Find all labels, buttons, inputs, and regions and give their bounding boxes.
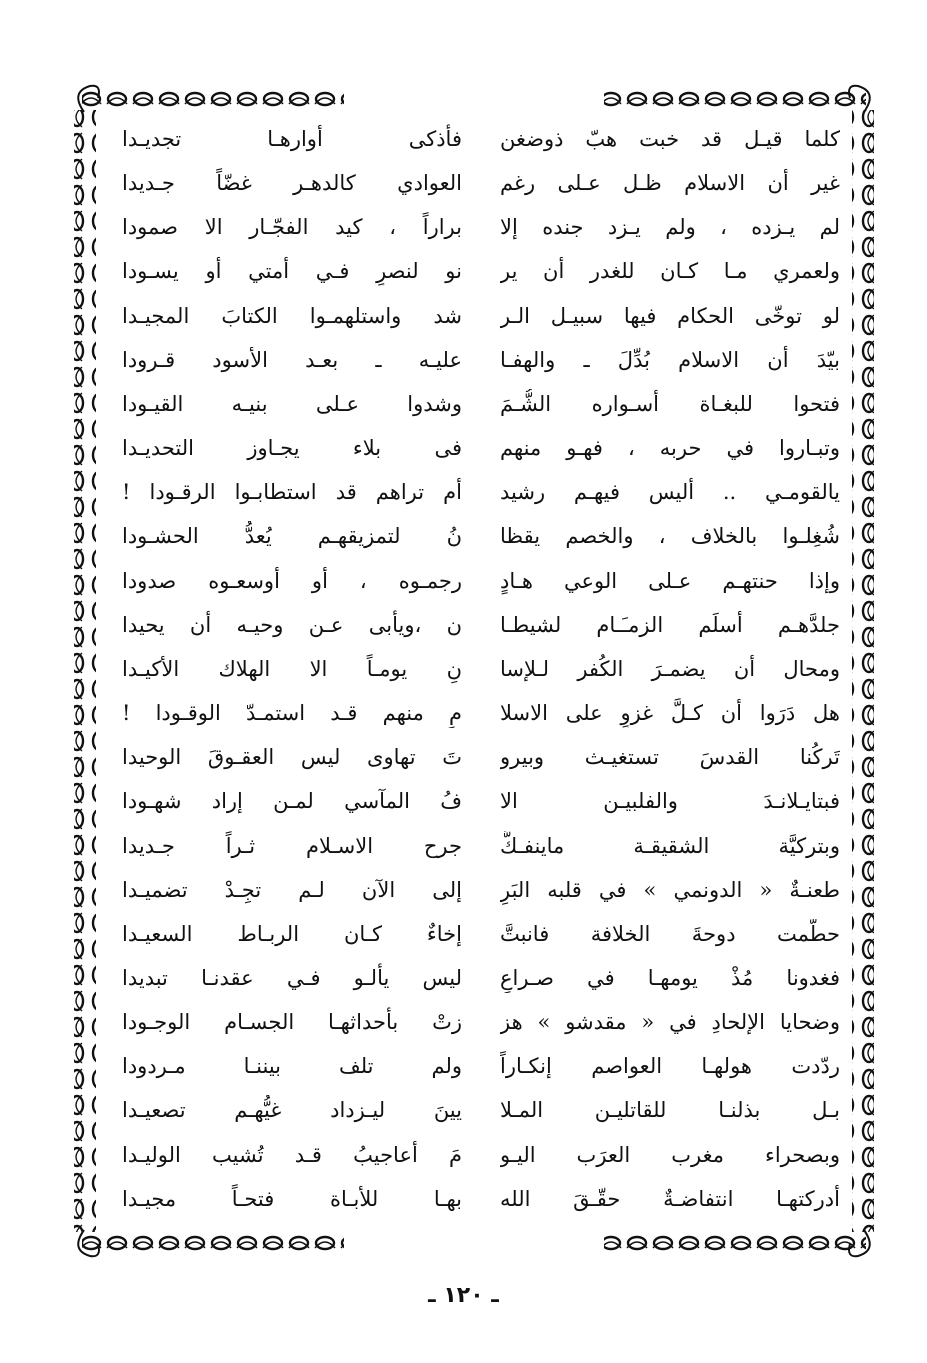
- poem-line: كلما قيـل قد خبت هبّ ذوضغن: [500, 127, 840, 151]
- poem-line: فتحوا للبغـاة أسـواره الشُّـمَ: [500, 391, 840, 416]
- poem-line: وبتركيَّة الشقيقـة ماينفـكُّ: [500, 833, 840, 858]
- right-chain: [852, 110, 874, 1232]
- poem-line: العوادي كالدهـر غضّاً جـديدا: [122, 171, 462, 196]
- bottom-left-chain: [82, 1232, 344, 1254]
- poem-line: نو لنصرٍ فـي أمتي أو يسـودا: [122, 259, 462, 284]
- poem-line: بهـا للأبـاة فتحـاً مجيـدا: [122, 1186, 462, 1211]
- bottom-right-chain: [604, 1232, 866, 1254]
- poem-line: ن ،ويأبى عـن وحيـه أن يحيدا: [122, 612, 462, 637]
- poem-line: بـل بذلنـا للقاتليـن المـلا: [500, 1098, 840, 1123]
- poem-line: ردّدت هولهـا العواصم إنكـاراً: [500, 1054, 840, 1079]
- poem-line: عليـه ـ بعـد الأسود قـرودا: [122, 347, 462, 372]
- poem-line: وإذا حنتهـم عـلى الوعي هـادٍ: [500, 568, 840, 593]
- poem-line: ليس يألـو فـي عقدنـا تبديدا: [122, 965, 462, 990]
- poem-line: إخاءٌ كـان الربـاط السعيـدا: [122, 921, 462, 946]
- poem-line: شد واستلهمـوا الكتابَ المجيـدا: [122, 303, 462, 328]
- poem-line: طعنـةٌ « الدونمي » في قلبه البَرِ: [500, 877, 840, 902]
- poem-line: وبصحراء مغرب العرَب اليـو: [500, 1142, 840, 1167]
- poem-line: شُغِلـوا بالخلاف ، والخصم يقظا: [500, 524, 840, 549]
- poem-line: فأذكى أوارهـا تجديـدا: [122, 127, 462, 151]
- poem-line: مِ منهم قـد استمـدّ الوقـودا !: [122, 701, 462, 726]
- poem-line: أدركتهـا انتفاضـةٌ حقّـقَ الله: [500, 1186, 840, 1211]
- poem-line: يالقومـي .. أليس فيهـم رشيد: [500, 480, 840, 505]
- poem-line: بيّدَ أن الاسلام بُدِّلَ ـ والهفـا: [500, 347, 840, 372]
- left-chain: [74, 110, 96, 1232]
- poem-line: يينَ ليـزداد غيُّهـم تصعيـدا: [122, 1098, 462, 1123]
- poem-line: أم تراهم قد استطابـوا الرقـودا !: [122, 480, 462, 505]
- poem-line: تَ تهاوى ليس العقـوقَ الوحيدا: [122, 745, 462, 770]
- poem-line: لو توخّى الحكام فيها سبيـل الـر: [500, 303, 840, 328]
- poem-line: تَركُنا القدسَ تستغيـث وبيرو: [500, 745, 840, 770]
- poem-line: مَ أعاجيبُ قـد تُشيب الوليـدا: [122, 1142, 462, 1167]
- poem-line: فُ المآسي لمـن إراد شهـودا: [122, 789, 462, 814]
- poem-line: غير أن الاسلام ظـل عـلى رغم: [500, 171, 840, 196]
- poem-line: حطّمت دوحةَ الخلافة فانبتَّ: [500, 921, 840, 946]
- right-poem-column: [500, 124, 840, 1214]
- poem-line: هل دَرَوا أن كـلَّ غزوٍ على الاسلا: [500, 701, 840, 726]
- poem-line: فى بلاء يجـاوز التحديـدا: [122, 436, 462, 461]
- poem-line: ولم تلف بيننـا مـردودا: [122, 1054, 462, 1079]
- poem-line: ولعمري مـا كـان للغدر أن ير: [500, 259, 840, 284]
- poem-line: وضحايا الإلحادِ في « مقدشو » هز: [500, 1010, 840, 1035]
- poem-line: جرح الاسـلام ثـراً جـديدا: [122, 833, 462, 858]
- top-right-chain: [604, 88, 866, 110]
- left-poem-column: [122, 124, 462, 1214]
- poem-line: رجمـوه ، أو أوسعـوه صدودا: [122, 568, 462, 593]
- poem-line: براراً ، كيد الفجّـار الا صمودا: [122, 215, 462, 240]
- poem-line: وشدوا عـلى بنيـه القيـودا: [122, 391, 462, 416]
- poem-line: لم يـزده ، ولم يـزد جنده إلا: [500, 215, 840, 240]
- top-left-chain: [82, 88, 344, 110]
- poem-line: فغدونا مُذْ يومهـا في صـراعٍ: [500, 965, 840, 990]
- poem-line: جلدَّهـم أسلَم الزمـَـام لشيطـا: [500, 612, 840, 637]
- poem-line: نُ لتمزيقهـم يُعدُّ الحشـودا: [122, 524, 462, 549]
- poem-line: ومحال أن يضمـرَ الكُفر لـلإسا: [500, 656, 840, 681]
- poem-line: إلى الآن لـم تجِـدْ تضميـدا: [122, 877, 462, 902]
- poem-line: زتْ بأحداثهـا الجسـام الوجـودا: [122, 1010, 462, 1035]
- poem-line: وتبـاروا في حربه ، فهـو منهم: [500, 436, 840, 461]
- poem-line: نِ يومـاً الا الهلاك الأكيـدا: [122, 656, 462, 681]
- poem-line: فبتايـلانـدَ والفلبيـن الا: [500, 789, 840, 814]
- page-number: ـ ١٢٠ ـ: [428, 1283, 499, 1308]
